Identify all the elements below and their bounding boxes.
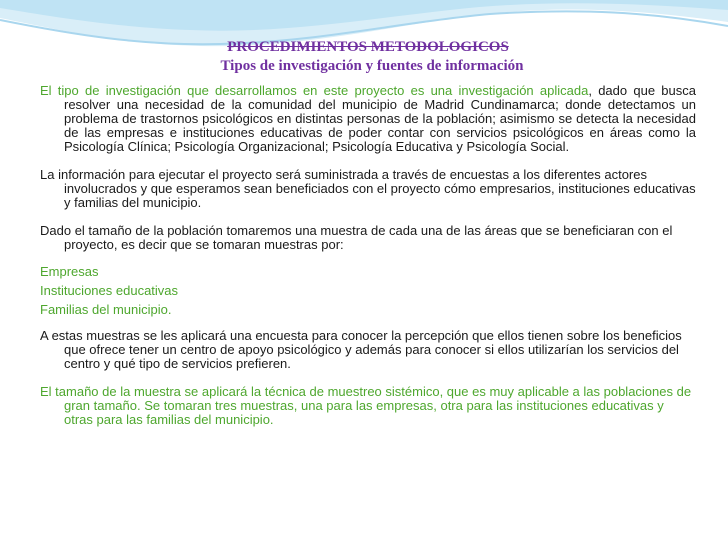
list-item-empresas: Empresas bbox=[40, 264, 99, 279]
paragraph-research-type-rest: , dado que busca resolver una necesidad de la comunidad del municipio de Madrid Cundinamarca; donde detectamos un problema de trastornos psicológicos en distintas personas de la población; asimismo se detecta la necesidad de las empresas e instituciones educativas de poder contar con servicios psicológicos en áreas como la Psicología Clínica; Psicología Organizacional; Psicología Educativa y Psicología Social. bbox=[64, 83, 696, 154]
paragraph-sample: Dado el tamaño de la población tomaremos una muestra de cada una de las áreas que se beneficiaran con el proyecto, es decir que se tomaran muestras por: bbox=[40, 223, 673, 252]
paragraph-sampling-technique: El tamaño de la muestra se aplicará la técnica de muestreo sistémico, que es muy aplicable a las poblaciones de gran tamaño. Se tomaran tres muestras, una para las empresas, otra para las instituciones educativas y otras para las familias del municipio. bbox=[40, 384, 692, 427]
list-item-instituciones: Instituciones educativas bbox=[40, 283, 179, 298]
highlight-applied-research: El tipo de investigación que desarrollamos en este proyecto es una investigación aplicada bbox=[40, 83, 589, 98]
slide-body bbox=[40, 84, 696, 427]
paragraph-research-type bbox=[40, 84, 696, 154]
paragraph-survey: A estas muestras se les aplicará una encuesta para conocer la percepción que ellos tienen sobre los beneficios que ofrece tener un centro de apoyo psicológico y además para conocer si ellos utilizarían los servicios del centro y qué tipo de servicios prefieren. bbox=[40, 328, 682, 371]
slide-subtitle: Tipos de investigación y fuentes de información bbox=[220, 58, 524, 74]
slide-title: PROCEDIMIENTOS METODOLOGICOS bbox=[227, 39, 509, 55]
paragraph-information-source: La información para ejecutar el proyecto será suministrada a través de encuestas a los diferentes actores involucrados y que esperamos sean beneficiados con el proyecto cómo empresarios, instituciones educativas y familias del municipio. bbox=[40, 167, 696, 210]
list-item-familias: Familias del municipio. bbox=[40, 302, 172, 317]
